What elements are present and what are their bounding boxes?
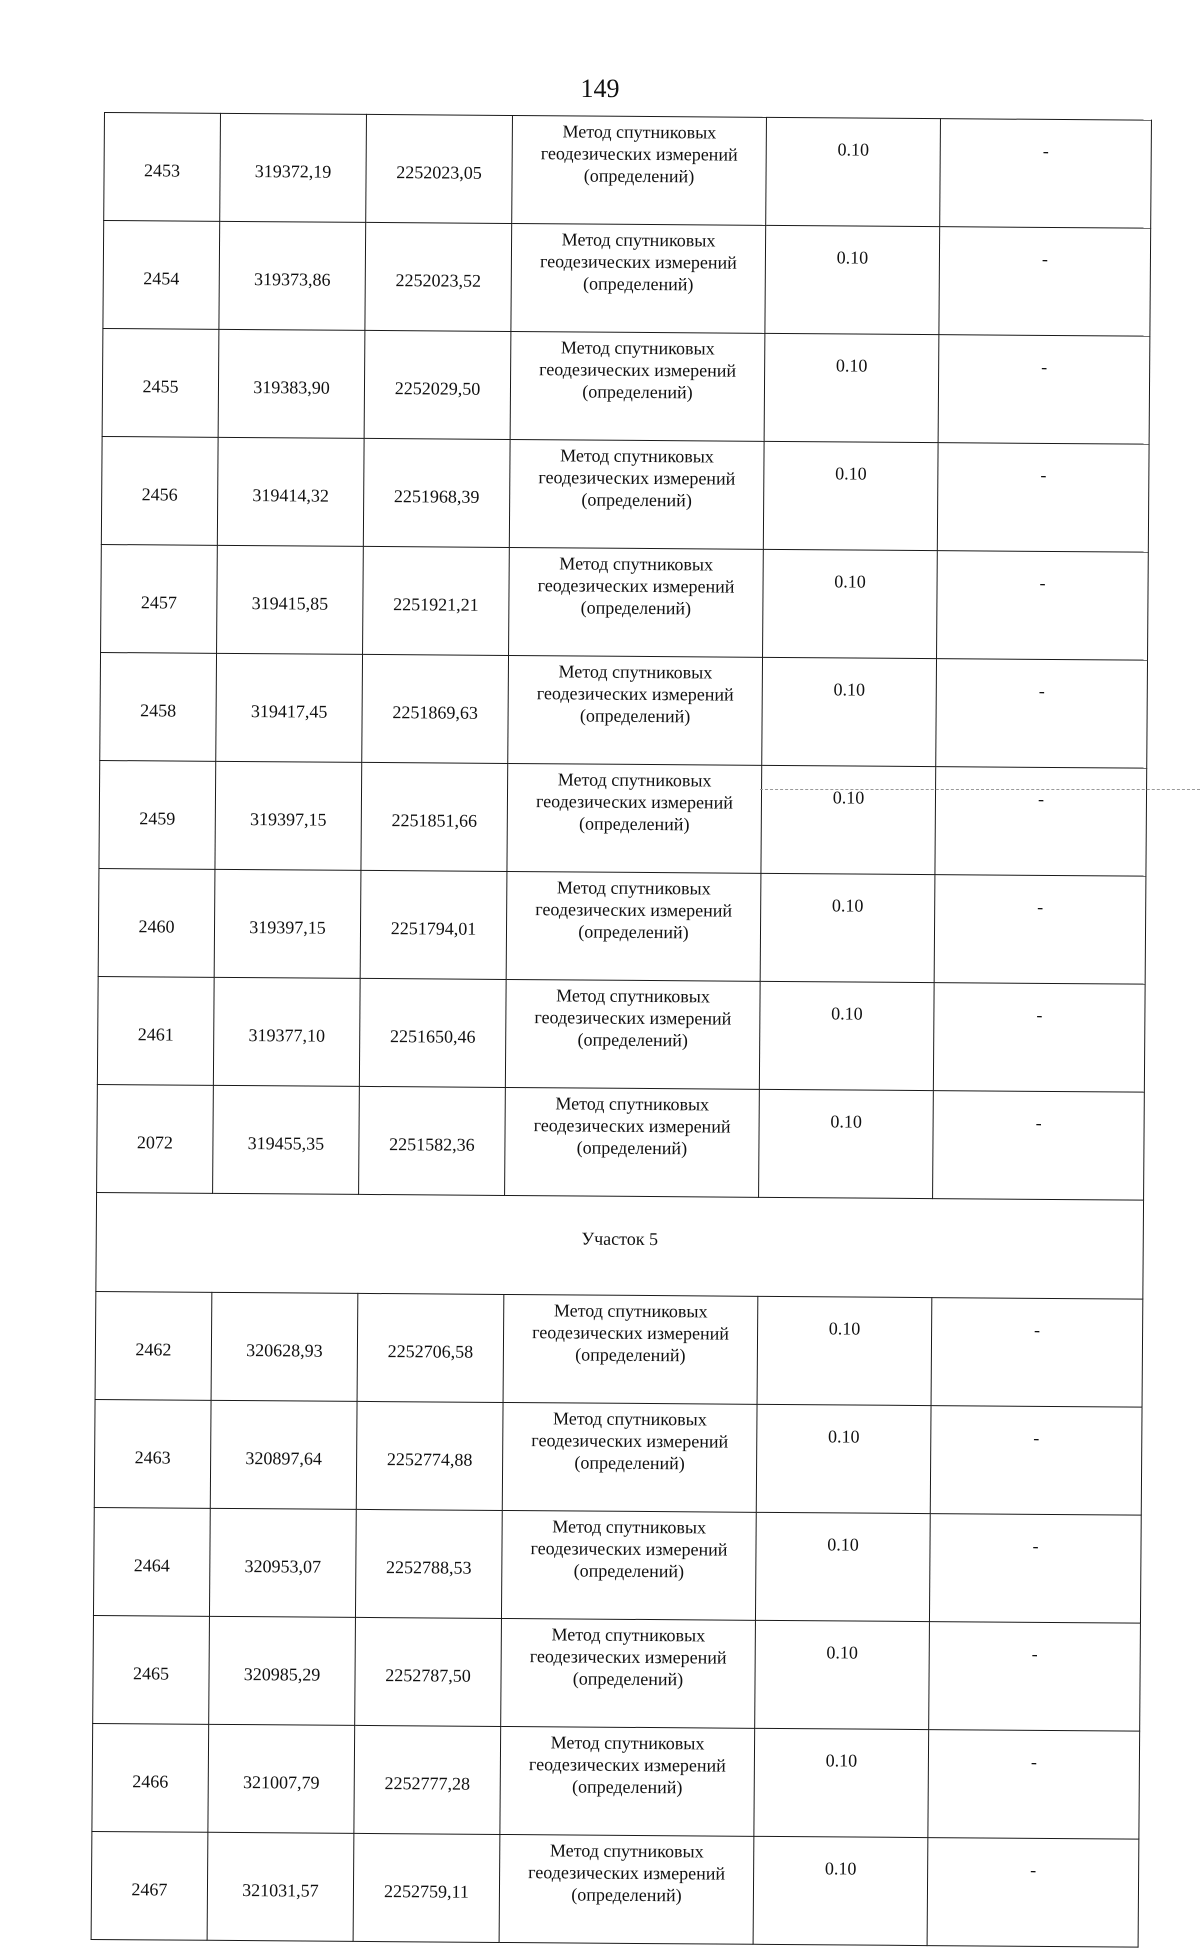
coordinates-table-body <box>91 113 1151 1948</box>
method-line: Метод спутниковых <box>556 877 711 899</box>
accuracy-cell: 0.10 <box>755 1512 930 1621</box>
method-line: Метод спутниковых <box>549 1840 704 1862</box>
note-cell: - <box>938 335 1150 445</box>
method-line: Метод спутниковых <box>550 1732 705 1754</box>
accuracy-cell: 0.10 <box>754 1728 929 1837</box>
method-cell <box>507 763 762 873</box>
method-line: геодезических измерений <box>535 899 733 921</box>
method-line: Метод спутниковых <box>562 121 717 143</box>
method-line: геодезических измерений <box>528 1862 726 1884</box>
method-line: (определений) <box>583 165 695 187</box>
x-coordinate-cell: 320953,07 <box>209 1508 356 1617</box>
table-row <box>97 1084 1145 1200</box>
note-cell: - <box>935 767 1147 877</box>
point-number-cell: 2461 <box>97 976 214 1085</box>
method-line: (определений) <box>578 921 689 943</box>
note-cell: - <box>937 551 1149 661</box>
y-coordinate-cell: 2252787,50 <box>355 1617 502 1726</box>
method-line: (определений) <box>582 381 693 403</box>
x-coordinate-cell: 319397,15 <box>214 869 361 978</box>
point-number-cell: 2072 <box>97 1084 214 1193</box>
method-cell <box>505 1087 760 1197</box>
section-title: Участок 5 <box>96 1192 1144 1299</box>
accuracy-cell: 0.10 <box>764 333 939 442</box>
x-coordinate-cell: 319414,32 <box>217 437 364 546</box>
x-coordinate-cell: 321007,79 <box>208 1724 355 1833</box>
method-line: Метод спутниковых <box>553 1300 708 1322</box>
point-number-cell: 2459 <box>99 760 216 869</box>
method-line: (определений) <box>577 1029 688 1051</box>
method-line: геодезических измерений <box>532 1322 730 1344</box>
method-line: (определений) <box>572 1668 684 1690</box>
table-row <box>98 868 1146 984</box>
note-cell: - <box>939 227 1151 337</box>
coordinates-table-container <box>91 112 1152 1948</box>
method-line: геодезических измерений <box>528 1754 726 1776</box>
note-cell: - <box>936 659 1148 769</box>
accuracy-cell: 0.10 <box>759 981 934 1090</box>
point-number-cell: 2453 <box>104 113 221 222</box>
table-row <box>102 328 1150 444</box>
method-line: геодезических измерений <box>539 359 737 381</box>
method-cell <box>501 1510 756 1620</box>
method-line: Метод спутниковых <box>556 985 710 1007</box>
method-line: Метод спутниковых <box>552 1516 707 1538</box>
note-cell: - <box>937 443 1149 553</box>
x-coordinate-cell: 319383,90 <box>218 329 365 438</box>
point-number-cell: 2460 <box>98 868 215 977</box>
point-number-cell: 2455 <box>102 328 219 437</box>
method-line: Метод спутниковых <box>560 445 714 467</box>
method-line: Метод спутниковых <box>561 229 716 251</box>
method-line: геодезических измерений <box>537 575 735 597</box>
x-coordinate-cell: 319397,15 <box>215 761 362 870</box>
method-line: Метод спутниковых <box>551 1624 706 1646</box>
accuracy-cell: 0.10 <box>761 765 936 874</box>
method-line: (определений) <box>571 1776 683 1798</box>
y-coordinate-cell: 2251869,63 <box>362 654 509 763</box>
x-coordinate-cell: 319377,10 <box>213 977 360 1086</box>
method-line: Метод спутниковых <box>560 337 715 359</box>
method-line: (определений) <box>579 705 691 727</box>
y-coordinate-cell: 2252023,05 <box>366 114 513 223</box>
y-coordinate-cell: 2251794,01 <box>360 870 507 979</box>
method-cell <box>503 1294 758 1404</box>
y-coordinate-cell: 2251582,36 <box>359 1086 506 1195</box>
note-cell: - <box>931 1298 1143 1408</box>
accuracy-cell: 0.10 <box>762 657 937 766</box>
note-cell: - <box>933 983 1145 1093</box>
note-cell: - <box>928 1730 1140 1840</box>
method-line: геодезических измерений <box>540 143 738 165</box>
x-coordinate-cell: 320985,29 <box>209 1616 356 1725</box>
x-coordinate-cell: 319417,45 <box>216 653 363 762</box>
method-line: (определений) <box>582 273 694 295</box>
method-line: геодезических измерений <box>538 467 736 489</box>
point-number-cell: 2466 <box>92 1723 209 1832</box>
method-line: (определений) <box>574 1452 685 1474</box>
point-number-cell: 2465 <box>93 1615 210 1724</box>
note-cell: - <box>933 1091 1145 1201</box>
y-coordinate-cell: 2252029,50 <box>364 330 511 439</box>
accuracy-cell: 0.10 <box>763 441 938 550</box>
method-line: геодезических измерений <box>529 1646 727 1668</box>
accuracy-cell: 0.10 <box>759 1089 934 1198</box>
x-coordinate-cell: 320897,64 <box>210 1400 357 1509</box>
table-row <box>93 1507 1141 1623</box>
method-line: геодезических измерений <box>535 791 733 813</box>
method-line: (определений) <box>571 1884 682 1906</box>
table-row <box>100 652 1148 768</box>
method-line: геодезических измерений <box>534 1007 732 1029</box>
x-coordinate-cell: 320628,93 <box>211 1292 358 1401</box>
method-cell <box>501 1618 756 1728</box>
note-cell: - <box>934 875 1146 985</box>
method-cell <box>499 1834 754 1944</box>
method-cell <box>510 331 765 441</box>
method-line: Метод спутниковых <box>553 1408 707 1430</box>
accuracy-cell: 0.10 <box>766 117 941 226</box>
method-line: (определений) <box>580 597 692 619</box>
method-cell <box>509 547 764 657</box>
note-cell: - <box>930 1406 1142 1516</box>
method-line: Метод спутниковых <box>558 661 713 683</box>
method-cell <box>512 115 767 225</box>
note-cell: - <box>929 1622 1141 1732</box>
note-cell: - <box>927 1838 1139 1948</box>
x-coordinate-cell: 321031,57 <box>207 1832 354 1941</box>
method-line: (определений) <box>573 1560 685 1582</box>
method-cell <box>505 979 760 1089</box>
section-header-row <box>96 1192 1144 1299</box>
x-coordinate-cell: 319372,19 <box>220 113 367 222</box>
point-number-cell: 2462 <box>95 1291 212 1400</box>
scan-artifact-line <box>760 789 1200 790</box>
table-row <box>92 1723 1140 1839</box>
point-number-cell: 2454 <box>103 221 220 330</box>
point-number-cell: 2463 <box>94 1399 211 1508</box>
y-coordinate-cell: 2252023,52 <box>365 222 512 331</box>
note-cell: - <box>940 119 1152 229</box>
y-coordinate-cell: 2252759,11 <box>353 1833 500 1942</box>
note-cell: - <box>929 1514 1141 1624</box>
method-line: Метод спутниковых <box>559 553 714 575</box>
accuracy-cell: 0.10 <box>757 1296 932 1405</box>
method-cell <box>502 1402 757 1512</box>
method-line: (определений) <box>576 1137 688 1159</box>
x-coordinate-cell: 319455,35 <box>213 1085 360 1194</box>
table-row <box>97 976 1145 1092</box>
y-coordinate-cell: 2251851,66 <box>361 762 508 871</box>
accuracy-cell: 0.10 <box>753 1836 928 1945</box>
method-line: геодезических измерений <box>531 1430 729 1452</box>
method-line: геодезических измерений <box>533 1115 731 1137</box>
table-row <box>94 1399 1142 1515</box>
point-number-cell: 2458 <box>100 652 217 761</box>
y-coordinate-cell: 2251968,39 <box>363 438 510 547</box>
y-coordinate-cell: 2252788,53 <box>355 1509 502 1618</box>
table-row <box>101 436 1149 552</box>
table-row <box>91 1831 1139 1947</box>
method-line: геодезических измерений <box>539 251 737 273</box>
method-line: геодезических измерений <box>536 683 734 705</box>
y-coordinate-cell: 2252706,58 <box>357 1293 504 1402</box>
y-coordinate-cell: 2252777,28 <box>354 1725 501 1834</box>
method-cell <box>511 223 766 333</box>
method-cell <box>508 655 763 765</box>
method-line: (определений) <box>581 489 692 511</box>
accuracy-cell: 0.10 <box>760 873 935 982</box>
table-row <box>104 113 1152 229</box>
table-row <box>103 221 1151 337</box>
point-number-cell: 2456 <box>101 436 218 545</box>
page-number: 149 <box>580 74 620 103</box>
table-row <box>101 544 1149 660</box>
table-row <box>95 1291 1143 1407</box>
method-cell <box>506 871 761 981</box>
method-line: (определений) <box>575 1344 686 1366</box>
coordinates-table <box>91 112 1152 1948</box>
table-row <box>93 1615 1141 1731</box>
y-coordinate-cell: 2252774,88 <box>356 1401 503 1510</box>
point-number-cell: 2464 <box>93 1507 210 1616</box>
point-number-cell: 2467 <box>91 1831 208 1940</box>
point-number-cell: 2457 <box>101 544 218 653</box>
table-row <box>99 760 1147 876</box>
method-line: геодезических измерений <box>530 1538 728 1560</box>
method-cell <box>509 439 764 549</box>
accuracy-cell: 0.10 <box>765 225 940 334</box>
y-coordinate-cell: 2251650,46 <box>359 978 506 1087</box>
method-line: Метод спутниковых <box>557 769 712 791</box>
accuracy-cell: 0.10 <box>763 549 938 658</box>
x-coordinate-cell: 319373,86 <box>219 221 366 330</box>
method-line: (определений) <box>579 813 690 835</box>
accuracy-cell: 0.10 <box>755 1620 930 1729</box>
accuracy-cell: 0.10 <box>756 1404 931 1513</box>
method-line: Метод спутниковых <box>555 1093 710 1115</box>
y-coordinate-cell: 2251921,21 <box>363 546 510 655</box>
method-cell <box>500 1726 755 1836</box>
x-coordinate-cell: 319415,85 <box>217 545 364 654</box>
